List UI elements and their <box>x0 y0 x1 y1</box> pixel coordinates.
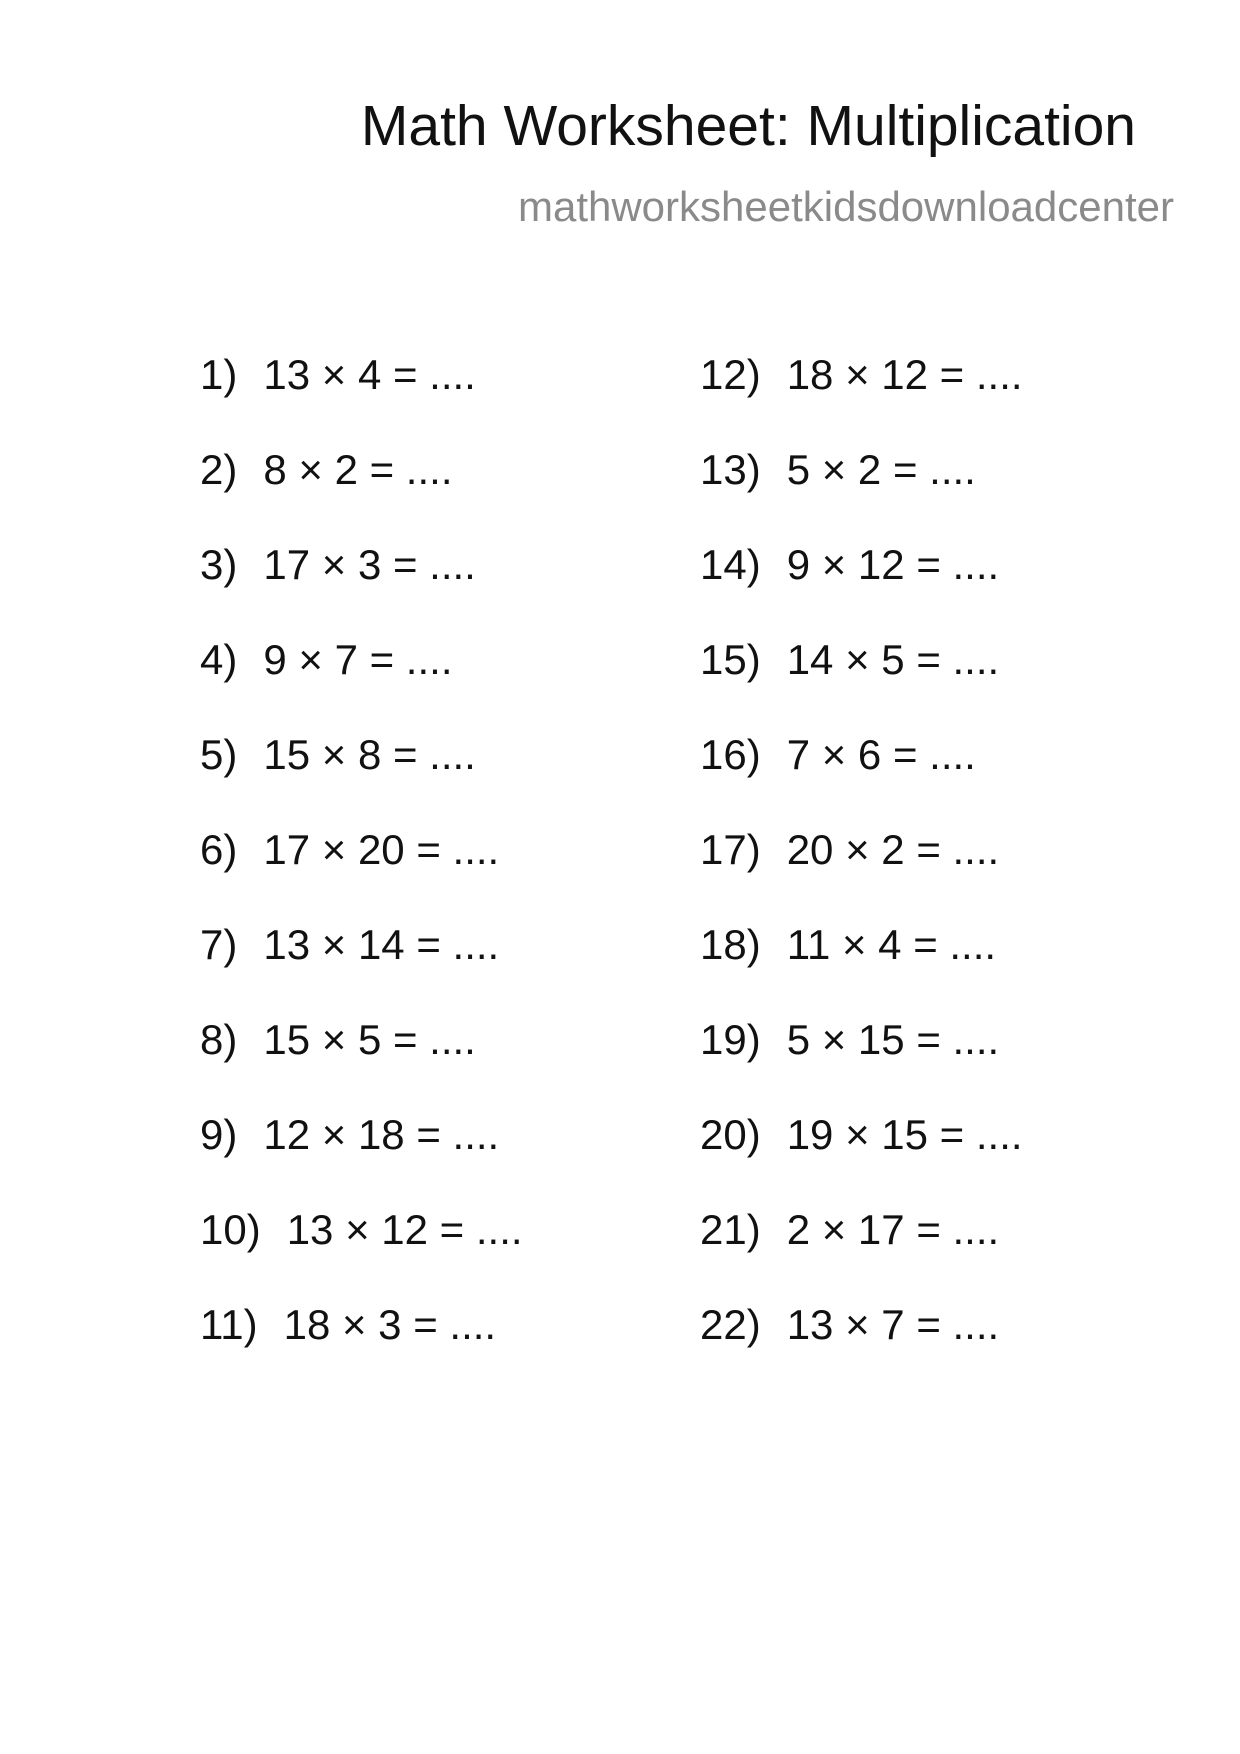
problem-number: 5) <box>200 731 238 778</box>
problem-item <box>700 541 1023 639</box>
problem-expression: 17 × 3 = .... <box>263 541 476 588</box>
problem-expression: 13 × 12 = .... <box>286 1206 523 1253</box>
problem-item <box>200 1016 523 1114</box>
problem-column-right <box>700 351 1023 1399</box>
problem-item <box>700 1016 1023 1114</box>
problem-item <box>700 731 1023 829</box>
problem-number: 8) <box>200 1016 238 1063</box>
problem-number: 3) <box>200 541 238 588</box>
problem-item <box>200 1111 523 1209</box>
problem-expression: 19 × 15 = .... <box>786 1111 1023 1158</box>
problem-number: 20) <box>700 1111 761 1158</box>
problem-expression: 13 × 14 = .... <box>263 921 500 968</box>
problem-number: 7) <box>200 921 238 968</box>
problem-expression: 2 × 17 = .... <box>786 1206 1000 1253</box>
problem-number: 18) <box>700 921 761 968</box>
problem-number: 22) <box>700 1301 761 1348</box>
problem-item <box>700 826 1023 924</box>
problem-item <box>700 446 1023 544</box>
worksheet-title: Math Worksheet: Multiplication <box>360 94 1136 158</box>
problem-expression: 13 × 4 = .... <box>263 351 476 398</box>
problem-number: 21) <box>700 1206 761 1253</box>
problem-expression: 12 × 18 = .... <box>263 1111 500 1158</box>
problem-number: 1) <box>200 351 238 398</box>
problem-expression: 5 × 2 = .... <box>786 446 976 493</box>
problem-item <box>200 541 523 639</box>
problem-number: 9) <box>200 1111 238 1158</box>
problem-expression: 18 × 12 = .... <box>786 351 1023 398</box>
problem-item <box>200 921 523 1019</box>
problem-number: 14) <box>700 541 761 588</box>
problem-expression: 20 × 2 = .... <box>786 826 1000 873</box>
problem-expression: 15 × 8 = .... <box>263 731 476 778</box>
worksheet-subtitle: mathworksheetkidsdownloadcenter <box>517 183 1174 230</box>
problem-expression: 5 × 15 = .... <box>786 1016 1000 1063</box>
problem-number: 10) <box>200 1206 261 1253</box>
problem-item <box>700 921 1023 1019</box>
problem-item <box>200 1301 523 1399</box>
problem-item <box>700 636 1023 734</box>
problem-expression: 17 × 20 = .... <box>263 826 500 873</box>
problem-expression: 14 × 5 = .... <box>786 636 1000 683</box>
problem-item <box>700 1111 1023 1209</box>
problem-expression: 18 × 3 = .... <box>283 1301 497 1348</box>
problem-item <box>700 351 1023 449</box>
problem-expression: 7 × 6 = .... <box>786 731 976 778</box>
problem-item <box>200 636 523 734</box>
problem-number: 17) <box>700 826 761 873</box>
problem-item <box>700 1301 1023 1399</box>
problem-number: 2) <box>200 446 238 493</box>
problem-column-left <box>200 351 523 1399</box>
problem-expression: 9 × 7 = .... <box>263 636 453 683</box>
problem-item <box>200 731 523 829</box>
problem-number: 16) <box>700 731 761 778</box>
problem-number: 15) <box>700 636 761 683</box>
problem-expression: 8 × 2 = .... <box>263 446 453 493</box>
problem-number: 6) <box>200 826 238 873</box>
problem-number: 4) <box>200 636 238 683</box>
problem-item <box>200 826 523 924</box>
problem-number: 13) <box>700 446 761 493</box>
problem-number: 19) <box>700 1016 761 1063</box>
problem-number: 12) <box>700 351 761 398</box>
problem-number: 11) <box>200 1301 258 1348</box>
problem-item <box>700 1206 1023 1304</box>
problem-item <box>200 351 523 449</box>
problem-expression: 15 × 5 = .... <box>263 1016 476 1063</box>
problem-expression: 13 × 7 = .... <box>786 1301 1000 1348</box>
problem-item <box>200 1206 523 1304</box>
problem-expression: 9 × 12 = .... <box>786 541 1000 588</box>
problem-item <box>200 446 523 544</box>
problem-expression: 11 × 4 = .... <box>786 921 997 968</box>
